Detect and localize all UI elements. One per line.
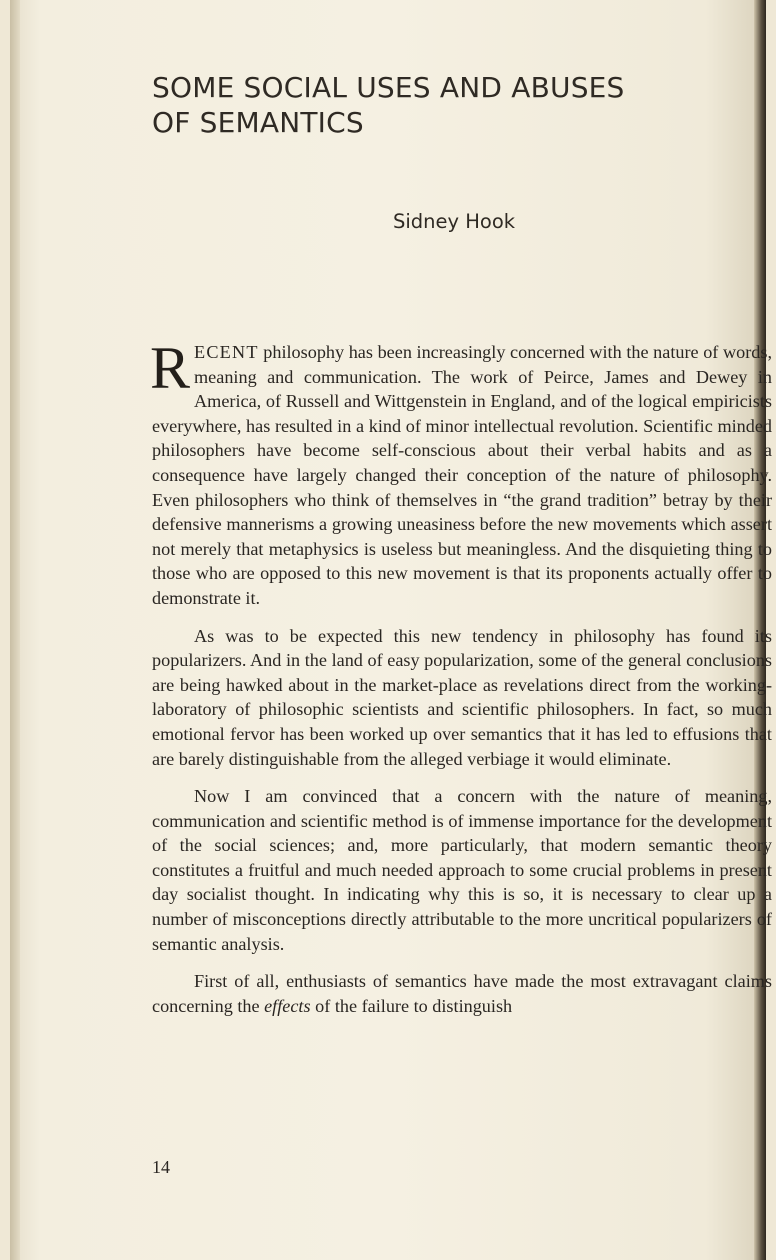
article-title (152, 70, 712, 140)
paragraph-4-text-end: of the failure to distinguish (310, 995, 513, 1016)
drop-cap: R (150, 335, 191, 401)
book-page (10, 0, 772, 1260)
article-body (150, 335, 772, 1031)
paragraph-4 (152, 969, 772, 1018)
paragraph-1-text: philosophy has been increasingly concerned with the nature of words, meaning and communication. The work of Peirce, James and Dewey in America, of Russell and Wittgenstein in England, and of the logical empiricists everywhere, has resulted in a kind of minor intellectual revolution. Scientific minded philosophers have become self-conscious about their verbal habits and as a consequence have largely changed their conception of the nature of philosophy. Even philosophers who think of themselves in “the grand tradition” betray by their defensive mannerisms a growing uneasiness before the new movements which assert not merely that metaphysics is useless but meaningless. And the disquieting thing to those who are opposed to this new movement is that its proponents actually offer to demonstrate it. (152, 342, 772, 608)
page-gutter-shadow (10, 0, 20, 1260)
title-line-2: OF SEMANTICS (152, 106, 364, 139)
author-byline: Sidney Hook (393, 210, 516, 233)
paragraph-2: As was to be expected this new tendency in philosophy has found its popularizers. And in the land of easy popularization, some of the general conclusions are being hawked about in the market-place as revelations direct from the working-laboratory of philosophic scientists and scientific philosophers. In fact, so much emotional fervor has been worked up over semantics that it has led to effusions that are barely distinguishable from the alleged verbiage it would eliminate. (152, 625, 772, 769)
paragraph-3: Now I am convinced that a concern with the nature of meaning, communication and scientific method is of immense importance for the development of the social sciences; and, more particularly, that modern semantic theory constitutes a fruitful and much needed approach to some crucial problems in present day socialist thought. In indicating why this is so, it is necessary to clear up a number of misconceptions directly attributable to the more uncritical popularizers of semantic analysis. (152, 786, 772, 954)
paragraph-1 (150, 335, 772, 611)
opening-small-caps: ECENT (194, 342, 259, 362)
title-line-1: SOME SOCIAL USES AND ABUSES (152, 71, 625, 104)
paragraph-4-text-start: First of all, enthusiasts of semantics have made the most extravagant claims concerning the (152, 971, 772, 1016)
page-number: 14 (152, 1157, 170, 1177)
emphasis-effects: effects (264, 995, 311, 1016)
